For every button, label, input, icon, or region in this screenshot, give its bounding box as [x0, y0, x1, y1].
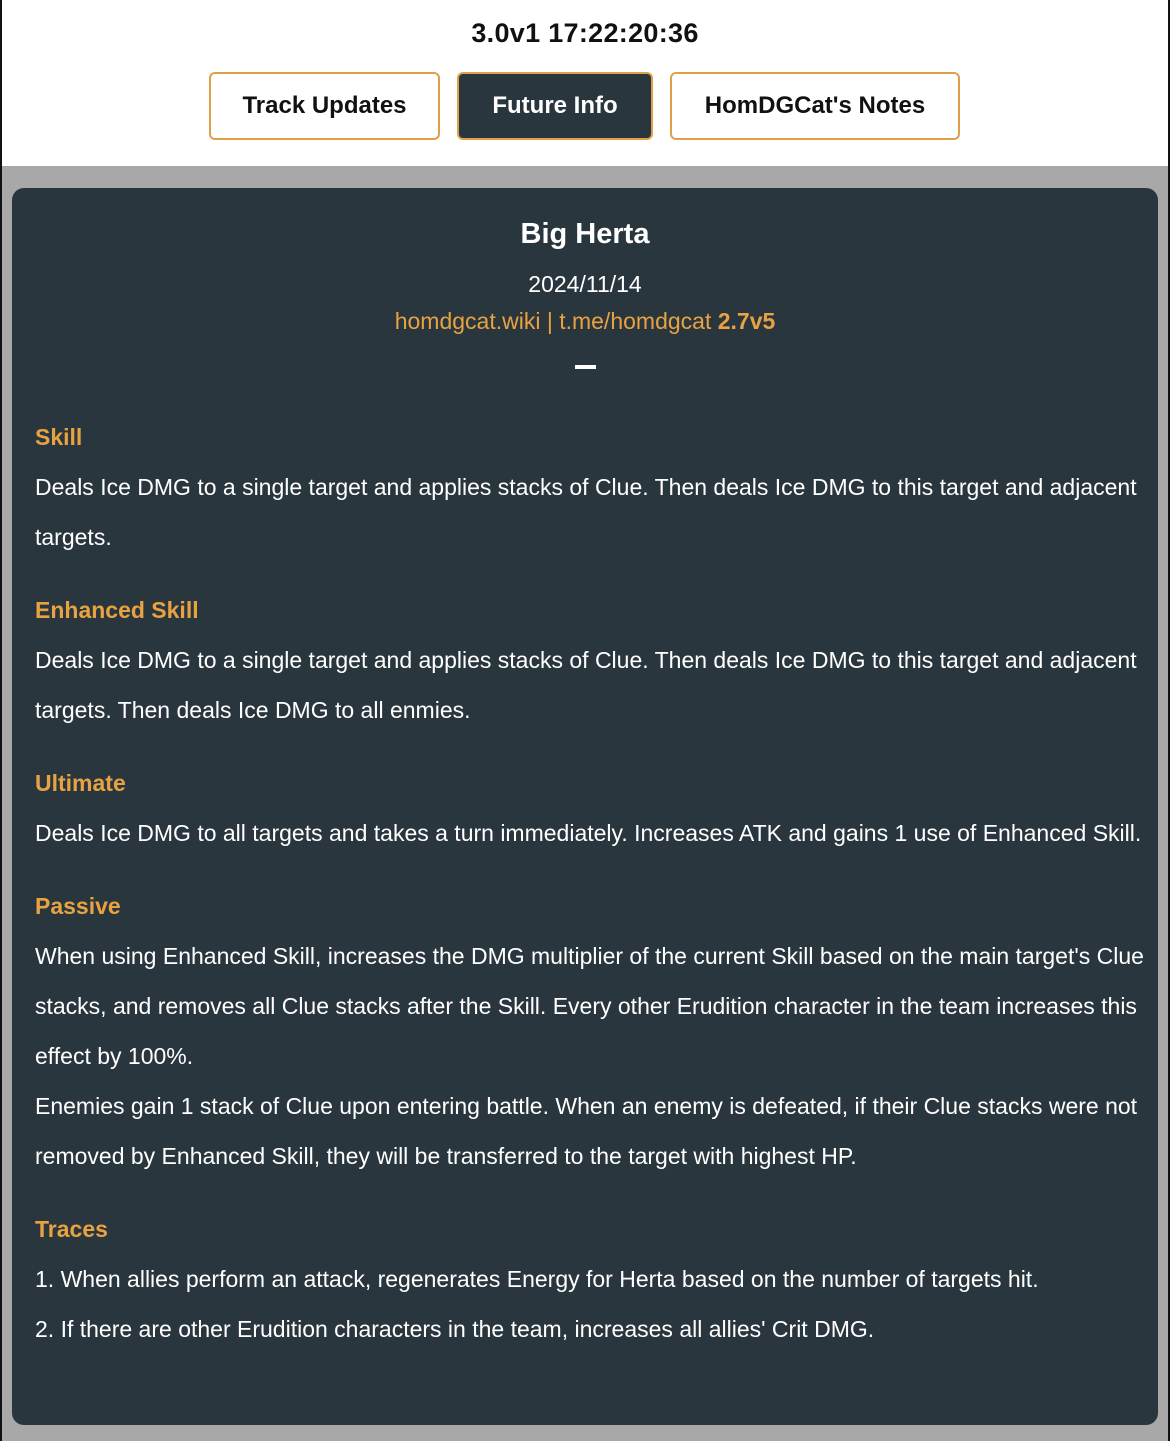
section-text-passive-1: When using Enhanced Skill, increases the DMG multiplier of the current Skill based on the main target's Clue stacks, and removes all Clue stacks after the Skill. Every other Erudition character in the team increases this effect by 100%.	[35, 943, 1144, 1069]
section-text-skill: Deals Ice DMG to a single target and applies stacks of Clue. Then deals Ice DMG to this target and adjacent targets.	[35, 474, 1137, 550]
source-version: 2.7v5	[717, 308, 776, 334]
section-title-passive: Passive	[35, 893, 121, 919]
tab-future-info[interactable]: Future Info	[457, 72, 653, 140]
trace-item-2: 2. If there are other Erudition characters in the team, increases all allies' Crit DMG.	[35, 1316, 875, 1342]
release-date: 2024/11/14	[528, 271, 642, 297]
section-text-enhanced-skill: Deals Ice DMG to a single target and applies stacks of Clue. Then deals Ice DMG to this target and adjacent targets. Then deals Ice DMG to all enmies.	[35, 647, 1137, 723]
section-title-ultimate: Ultimate	[35, 770, 126, 796]
section-text-ultimate: Deals Ice DMG to all targets and takes a turn immediately. Increases ATK and gains 1 use of Enhanced Skill.	[35, 820, 1142, 846]
source-links-text[interactable]: homdgcat.wiki | t.me/homdgcat	[394, 308, 712, 334]
trace-item-1: 1. When allies perform an attack, regenerates Energy for Herta based on the number of targets hit.	[35, 1266, 1039, 1292]
version-timestamp: 3.0v1 17:22:20:36	[471, 18, 699, 48]
tab-track-updates[interactable]: Track Updates	[209, 72, 440, 140]
tab-homdgcat-notes[interactable]: HomDGCat's Notes	[670, 72, 960, 140]
section-title-enhanced-skill: Enhanced Skill	[35, 597, 199, 623]
section-text-passive-2: Enemies gain 1 stack of Clue upon entering battle. When an enemy is defeated, if their Clue stacks were not removed by Enhanced Skill, they will be transferred to the target with highest HP.	[35, 1093, 1138, 1169]
character-name: Big Herta	[520, 218, 650, 250]
section-title-traces: Traces	[35, 1216, 108, 1242]
section-title-skill: Skill	[35, 424, 83, 450]
